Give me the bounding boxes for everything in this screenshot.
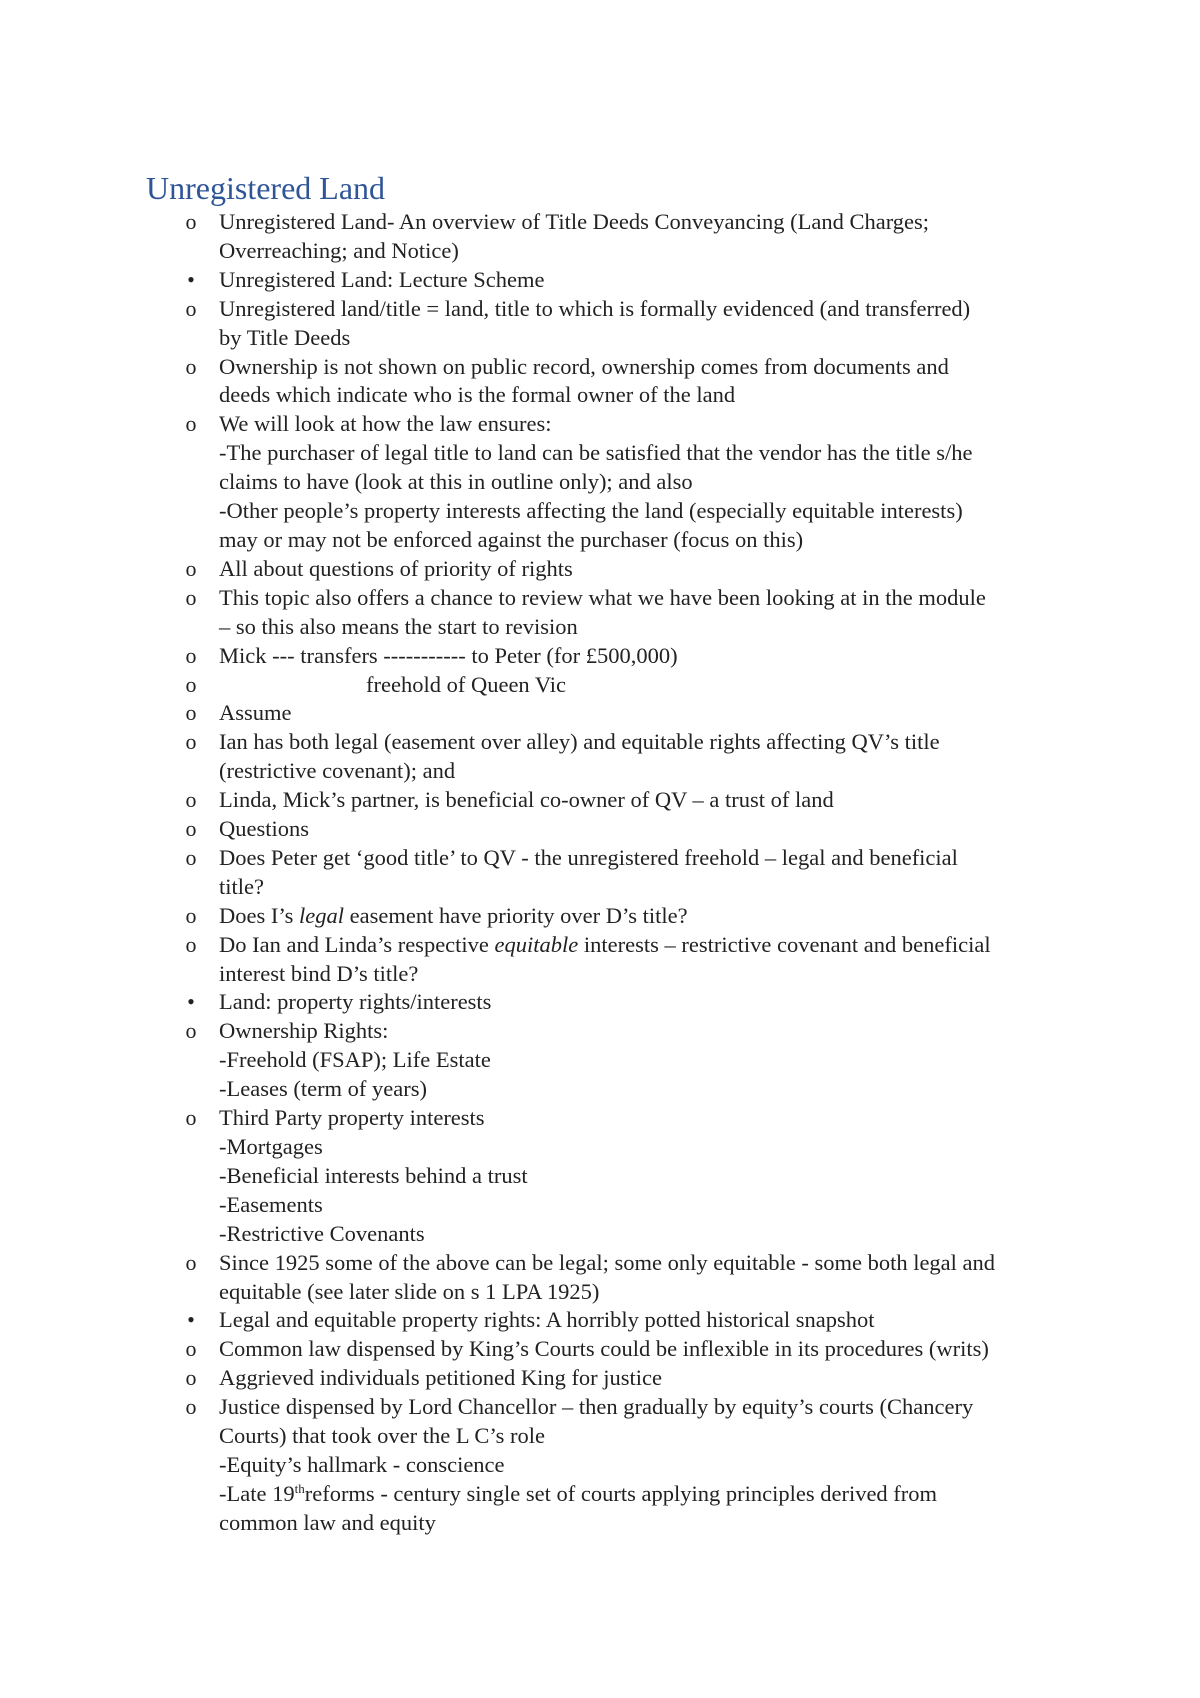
inline-text: Do Ian and Linda’s respective (219, 931, 495, 957)
list-item-line: Mick --- transfers ----------- to Peter (for £500,000) (219, 642, 678, 668)
list-item (0, 208, 1200, 266)
inline-text: interests – restrictive covenant and beneficial (578, 931, 991, 957)
list-item-line: -Leases (term of years) (219, 1076, 428, 1102)
inline-text: reforms - century single set of courts applying principles derived from (304, 1480, 938, 1506)
list-item (0, 642, 1200, 671)
circle-bullet-icon: o (185, 1394, 197, 1420)
list-item-line: Unregistered Land: Lecture Scheme (219, 266, 545, 292)
list-item-line: All about questions of priority of rights (219, 555, 573, 581)
list-item (0, 1104, 1200, 1249)
list-item-text (219, 295, 1079, 353)
circle-bullet-icon: o (185, 411, 197, 437)
list-item-text (219, 902, 1079, 931)
circle-bullet-icon: o (185, 1249, 197, 1275)
inline-text: -Late 19 (219, 1480, 295, 1506)
list-item-text (219, 671, 1079, 700)
list-item-line: Linda, Mick’s partner, is beneficial co-owner of QV – a trust of land (219, 787, 834, 813)
list-item-line: -Other people’s property interests affecting the land (especially equitable interests) (219, 498, 963, 524)
bullet-icon: • (187, 1307, 195, 1333)
circle-bullet-icon: o (185, 729, 197, 755)
inline-text: easement have priority over D’s title? (344, 902, 688, 928)
list-item-line: Common law dispensed by King’s Courts could be inflexible in its procedures (writs) (219, 1336, 989, 1362)
list-item-text (219, 1017, 1079, 1104)
list-item-line: by Title Deeds (219, 324, 351, 350)
list-item (0, 410, 1200, 555)
list-item-line: title? (219, 873, 264, 899)
list-item (0, 1335, 1200, 1364)
circle-bullet-icon: o (185, 844, 197, 870)
list-item (0, 671, 1200, 700)
list-item (0, 1364, 1200, 1393)
list-item-line: may or may not be enforced against the purchaser (focus on this) (219, 526, 804, 552)
indented-text: freehold of Queen Vic (366, 671, 567, 697)
list-item-line: common law and equity (219, 1509, 436, 1535)
list-item-text (219, 786, 1079, 815)
list-item-line: -Freehold (FSAP); Life Estate (219, 1047, 491, 1073)
list-item-text (219, 844, 1079, 902)
list-item-line: -Restrictive Covenants (219, 1220, 425, 1246)
list-item-text (219, 1393, 1079, 1538)
circle-bullet-icon: o (185, 1365, 197, 1391)
list-item (0, 815, 1200, 844)
outline-list (0, 208, 1200, 1538)
list-item-line: This topic also offers a chance to review what we have been looking at in the module (219, 584, 986, 610)
circle-bullet-icon: o (185, 1336, 197, 1362)
circle-bullet-icon: o (185, 1105, 197, 1131)
list-item-line: -Equity’s hallmark - conscience (219, 1451, 505, 1477)
circle-bullet-icon: o (185, 931, 197, 957)
list-item-text (219, 1364, 1079, 1393)
list-item-line: -Mortgages (219, 1134, 323, 1159)
list-item (0, 555, 1200, 584)
list-item-line: -Easements (219, 1191, 323, 1217)
list-item-line: We will look at how the law ensures: (219, 411, 552, 437)
list-item-line (219, 671, 1079, 700)
list-item-text (219, 1335, 1079, 1364)
list-item-line (219, 1480, 1079, 1509)
list-item (0, 1393, 1200, 1538)
circle-bullet-icon: o (185, 642, 197, 668)
emphasis-text: legal (299, 902, 344, 928)
list-item-line: claims to have (look at this in outline only); and also (219, 469, 693, 495)
list-item-line: -Beneficial interests behind a trust (219, 1162, 528, 1188)
list-item-line: Ian has both legal (easement over alley) and equitable rights affecting QV’s title (219, 729, 940, 755)
list-item-text (219, 699, 1079, 728)
list-item-line: interest bind D’s title? (219, 960, 419, 986)
list-item-text (219, 208, 1079, 266)
list-item-text (219, 1249, 1079, 1307)
circle-bullet-icon: o (185, 816, 197, 842)
list-item-text (219, 1306, 1079, 1335)
circle-bullet-icon: o (185, 902, 197, 928)
list-item-text (219, 353, 1079, 411)
list-item (0, 295, 1200, 353)
list-item (0, 1017, 1200, 1104)
list-item-text (219, 815, 1079, 844)
list-item-line: Overreaching; and Notice) (219, 237, 459, 263)
list-item-line: – so this also means the start to revision (219, 613, 578, 639)
list-item-line: (restrictive covenant); and (219, 758, 456, 784)
list-item-line: Ownership Rights: (219, 1018, 389, 1044)
list-item-line: Since 1925 some of the above can be legal; some only equitable - some both legal and (219, 1249, 996, 1275)
list-item-line: equitable (see later slide on s 1 LPA 1925) (219, 1278, 600, 1304)
inline-text: Does I’s (219, 902, 299, 928)
list-item-text (219, 266, 1079, 295)
list-item (0, 988, 1200, 1017)
circle-bullet-icon: o (185, 1018, 197, 1044)
list-item (0, 902, 1200, 931)
document-title: Unregistered Land (146, 170, 386, 206)
circle-bullet-icon: o (185, 555, 197, 581)
list-item (0, 1249, 1200, 1307)
list-item-text (219, 584, 1079, 642)
list-item (0, 584, 1200, 642)
list-item-line: Aggrieved individuals petitioned King for justice (219, 1365, 663, 1391)
list-item-line: Legal and equitable property rights: A horribly potted historical snapshot (219, 1307, 875, 1333)
list-item-line: Justice dispensed by Lord Chancellor – then gradually by equity’s courts (Chancery (219, 1394, 974, 1420)
list-item-line: Unregistered land/title = land, title to which is formally evidenced (and transferred) (219, 295, 971, 321)
list-item-line: Assume (219, 700, 292, 726)
list-item-line: Does Peter get ‘good title’ to QV - the unregistered freehold – legal and beneficial (219, 844, 958, 870)
list-item-line: Unregistered Land- An overview of Title Deeds Conveyancing (Land Charges; (219, 209, 930, 234)
bullet-icon: • (187, 989, 195, 1015)
circle-bullet-icon: o (185, 671, 197, 697)
bullet-icon: • (187, 266, 195, 292)
list-item-line: -The purchaser of legal title to land can be satisfied that the vendor has the title s/he (219, 440, 973, 466)
list-item (0, 1306, 1200, 1335)
list-item-text (219, 931, 1079, 989)
circle-bullet-icon: o (185, 584, 197, 610)
list-item (0, 844, 1200, 902)
circle-bullet-icon: o (185, 209, 197, 234)
list-item-line (219, 902, 1079, 931)
list-item-line: Ownership is not shown on public record, ownership comes from documents and (219, 353, 949, 379)
list-item-line (219, 931, 1079, 960)
list-item (0, 786, 1200, 815)
list-item-text (219, 1104, 1079, 1249)
list-item (0, 699, 1200, 728)
list-item-line: Land: property rights/interests (219, 989, 492, 1015)
list-item-text (219, 642, 1079, 671)
list-item (0, 931, 1200, 989)
list-item-text (219, 410, 1079, 555)
list-item-line: Third Party property interests (219, 1105, 485, 1131)
circle-bullet-icon: o (185, 787, 197, 813)
circle-bullet-icon: o (185, 353, 197, 379)
list-item-line: Courts) that took over the L C’s role (219, 1423, 545, 1449)
list-item-text (219, 555, 1079, 584)
list-item (0, 353, 1200, 411)
emphasis-text: equitable (494, 931, 579, 957)
list-item-line: deeds which indicate who is the formal owner of the land (219, 382, 736, 408)
circle-bullet-icon: o (185, 700, 197, 726)
list-item (0, 266, 1200, 295)
superscript-text: th (294, 1480, 305, 1496)
list-item-text (219, 988, 1079, 1017)
list-item-text (219, 728, 1079, 786)
circle-bullet-icon: o (185, 295, 197, 321)
list-item (0, 728, 1200, 786)
list-item-line: Questions (219, 816, 309, 842)
